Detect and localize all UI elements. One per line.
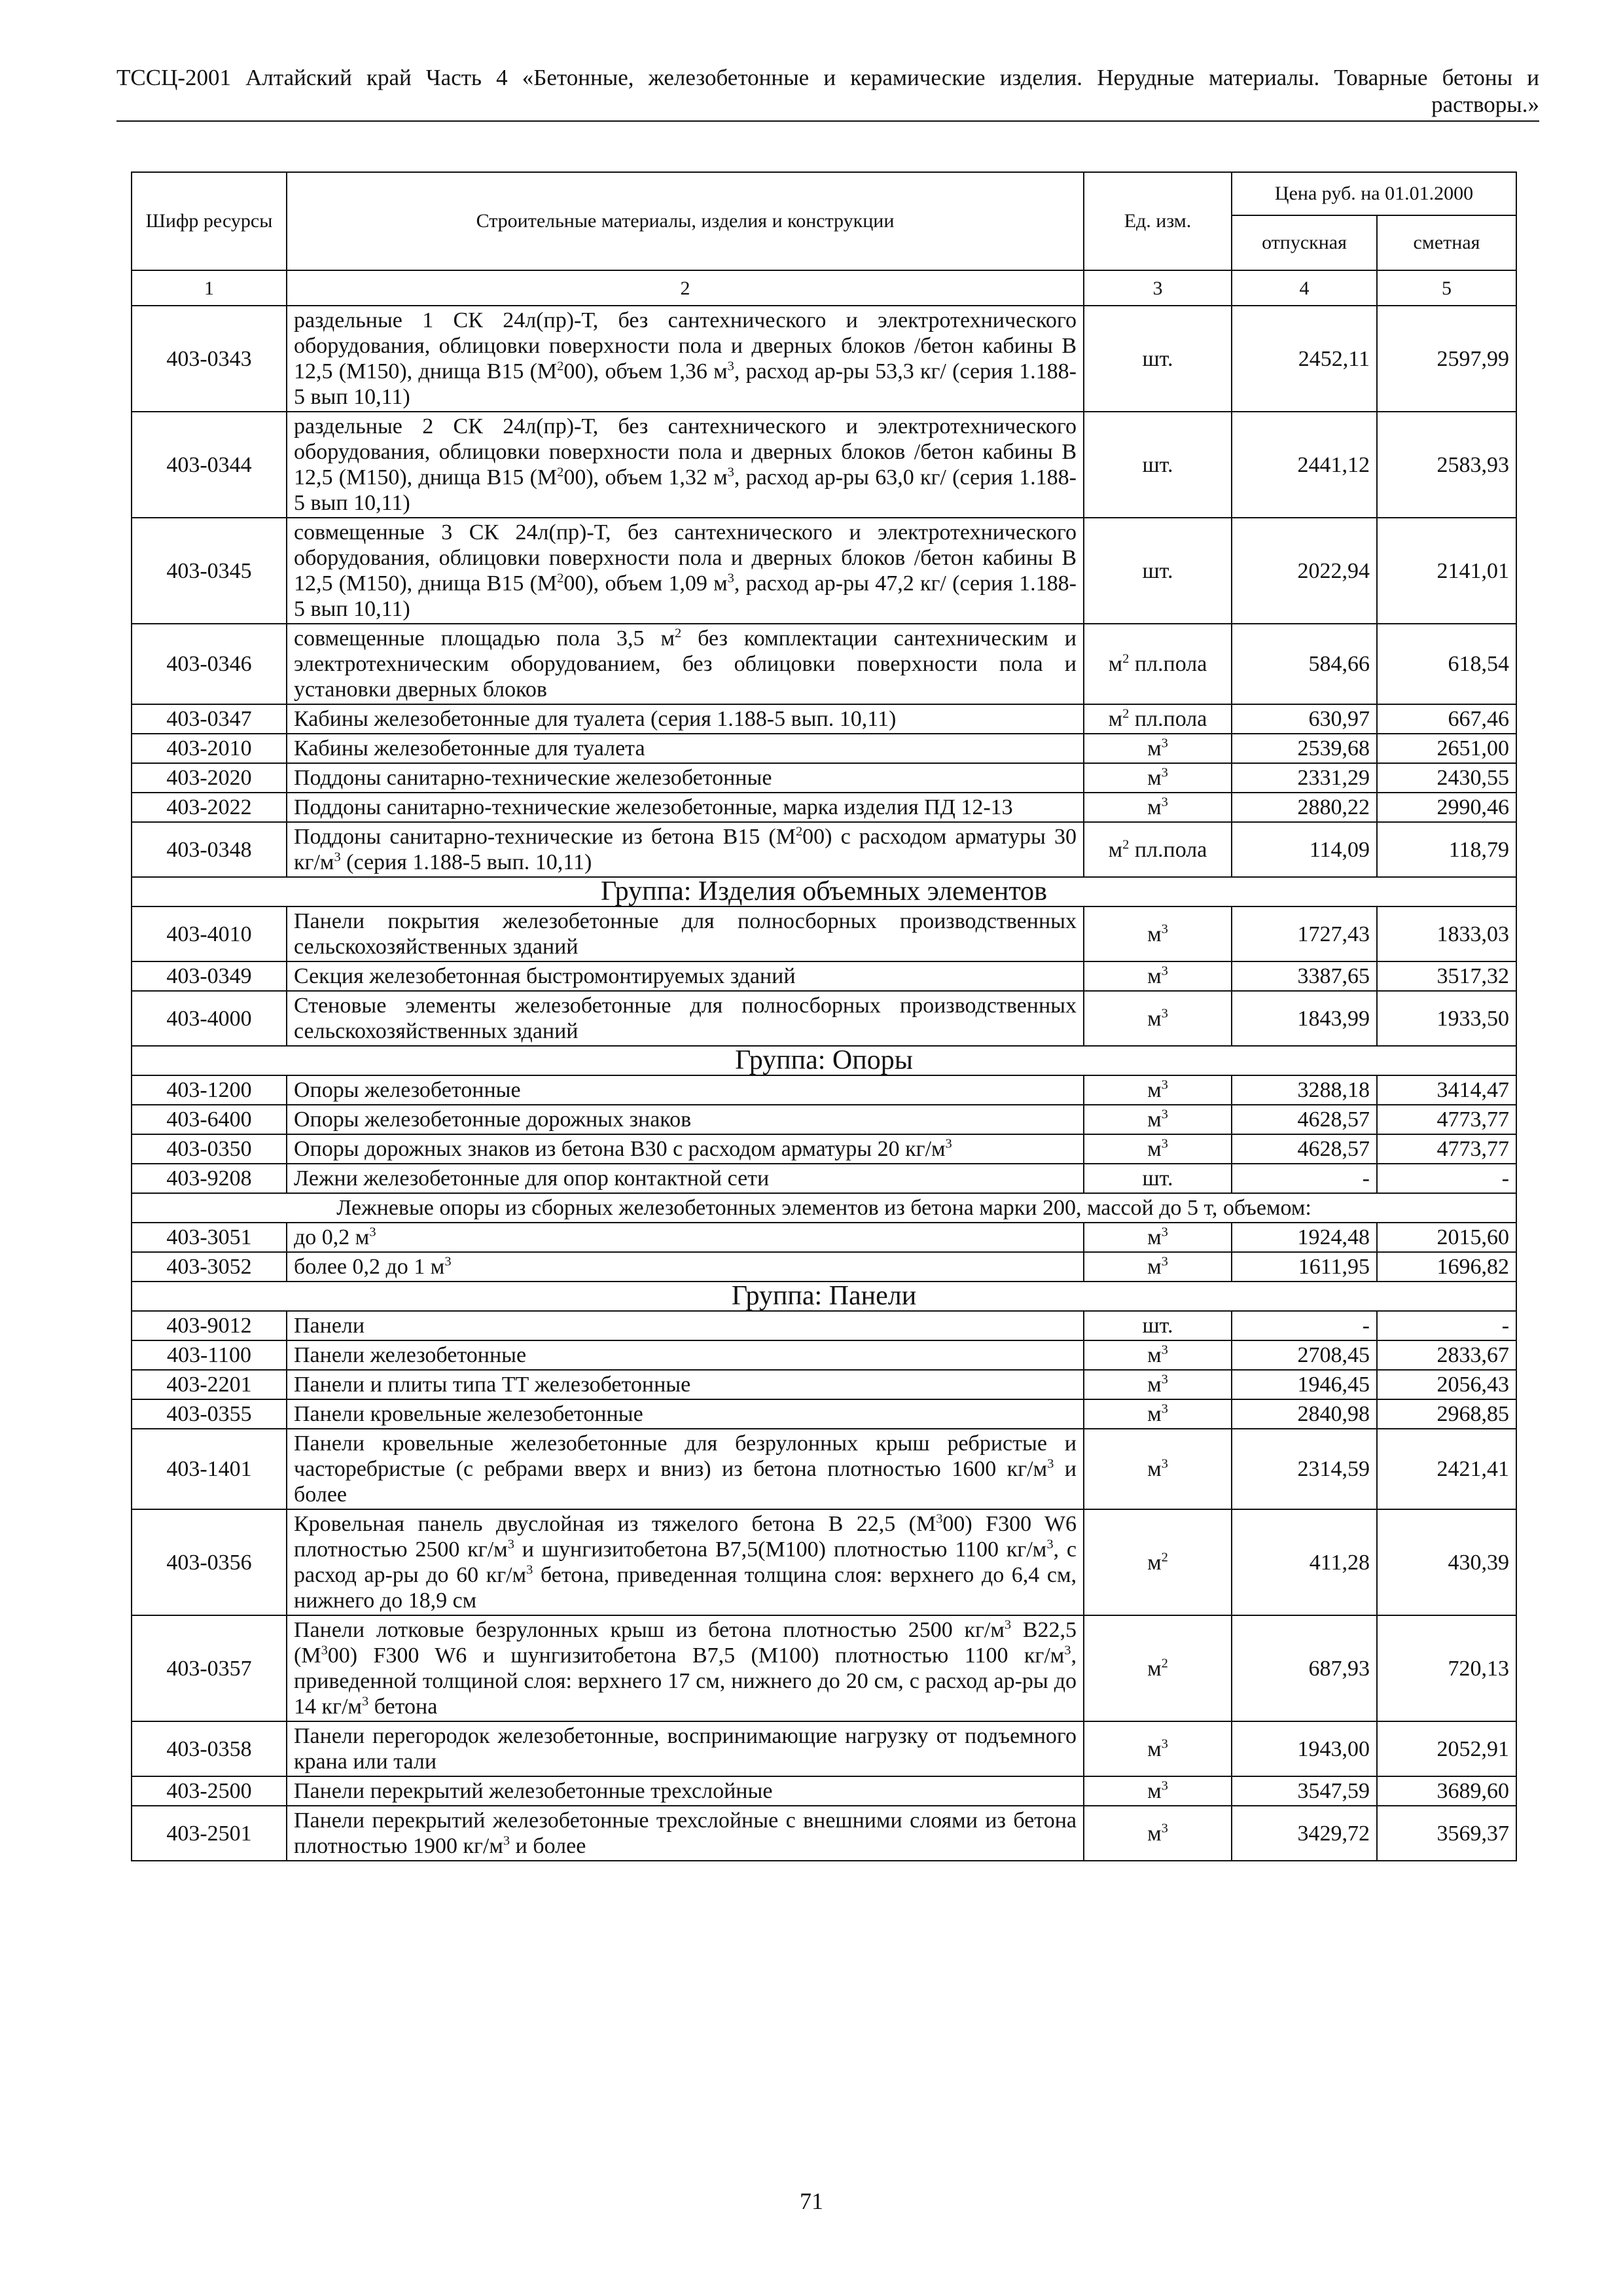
- release-price: 411,28: [1232, 1509, 1377, 1615]
- release-price: 1611,95: [1232, 1252, 1377, 1282]
- unit-of-measure: шт.: [1084, 1311, 1232, 1340]
- table-row: [132, 1340, 1516, 1370]
- column-number: 1: [132, 270, 287, 306]
- table-row: [132, 1311, 1516, 1340]
- estimate-price: 3517,32: [1377, 961, 1516, 991]
- release-price: 2331,29: [1232, 763, 1377, 793]
- resource-code: 403-9208: [132, 1164, 287, 1193]
- release-price: 4628,57: [1232, 1105, 1377, 1134]
- unit-of-measure: $м^2$ пл.пола: [1084, 704, 1232, 734]
- material-description: Поддоны санитарно-технические из бетона В15 $(М^200)$ с расходом арматуры 30 $кг/м^3$ (серия 1.188-5 вып. 10,11): [287, 822, 1084, 877]
- material-description: Панели перекрытий железобетонные трехслойные: [287, 1776, 1084, 1806]
- material-description: Поддоны санитарно-технические железобетонные, марка изделия ПД 12-13: [287, 793, 1084, 822]
- resource-code: 403-1100: [132, 1340, 287, 1370]
- estimate-price: 1833,03: [1377, 906, 1516, 961]
- unit-of-measure: $м^2$ пл.пола: [1084, 822, 1232, 877]
- page-number: 71: [800, 2188, 823, 2214]
- unit-of-measure: $м^3$: [1084, 1776, 1232, 1806]
- column-header-price: Цена руб. на 01.01.2000: [1232, 172, 1516, 215]
- unit-of-measure: $м^3$: [1084, 1399, 1232, 1429]
- resource-code: 403-0348: [132, 822, 287, 877]
- material-description: Опоры дорожных знаков из бетона В30 с расходом арматуры 20 $кг/м^3$: [287, 1134, 1084, 1164]
- estimate-price: -: [1377, 1164, 1516, 1193]
- estimate-price: 720,13: [1377, 1615, 1516, 1721]
- material-description: Кровельная панель двуслойная из тяжелого бетона В 22,5 $(М^300)$ F300 W6 плотностью 2500 $кг/м^3$ и шунгизитобетона В7,5(М100) плотностью 1100 $кг/м^3$, с расход ар-ры до 60 $кг/м^3$ бетона, приведенная толщина слоя: верхнего до 6,4 см, нижнего до 18,9 см: [287, 1509, 1084, 1615]
- resource-code: 403-0358: [132, 1721, 287, 1776]
- resource-code: 403-1401: [132, 1429, 287, 1509]
- table-row: [132, 1164, 1516, 1193]
- unit-of-measure: $м^3$: [1084, 793, 1232, 822]
- release-price: 4628,57: [1232, 1134, 1377, 1164]
- release-price: 630,97: [1232, 704, 1377, 734]
- subgroup-note: Лежневые опоры из сборных железобетонных элементов из бетона марки 200, массой до 5 т, объемом:: [132, 1193, 1516, 1223]
- resource-code: 403-0347: [132, 704, 287, 734]
- estimate-price: 1696,82: [1377, 1252, 1516, 1282]
- table-row: [132, 822, 1516, 877]
- estimate-price: 2421,41: [1377, 1429, 1516, 1509]
- unit-of-measure: шт.: [1084, 518, 1232, 624]
- table-row: [132, 1509, 1516, 1615]
- material-description: Панели перекрытий железобетонные трехслойные с внешними слоями из бетона плотностью 1900 $кг/м^3$ и более: [287, 1806, 1084, 1861]
- resource-code: 403-0350: [132, 1134, 287, 1164]
- estimate-price: 2015,60: [1377, 1223, 1516, 1252]
- table-row: [132, 1105, 1516, 1134]
- release-price: 687,93: [1232, 1615, 1377, 1721]
- material-description: Панели и плиты типа ТТ железобетонные: [287, 1370, 1084, 1399]
- material-description: Панели перегородок железобетонные, воспринимающие нагрузку от подъемного крана или тали: [287, 1721, 1084, 1776]
- estimate-price: 4773,77: [1377, 1105, 1516, 1134]
- column-number: 2: [287, 270, 1084, 306]
- release-price: 2441,12: [1232, 412, 1377, 518]
- estimate-price: 667,46: [1377, 704, 1516, 734]
- resource-code: 403-1200: [132, 1075, 287, 1105]
- release-price: 2452,11: [1232, 306, 1377, 412]
- unit-of-measure: $м^2$ пл.пола: [1084, 624, 1232, 704]
- estimate-price: 618,54: [1377, 624, 1516, 704]
- release-price: 1924,48: [1232, 1223, 1377, 1252]
- estimate-price: 2990,46: [1377, 793, 1516, 822]
- table-row: [132, 1223, 1516, 1252]
- material-description: Опоры железобетонные дорожных знаков: [287, 1105, 1084, 1134]
- release-price: 114,09: [1232, 822, 1377, 877]
- estimate-price: -: [1377, 1311, 1516, 1340]
- price-table: [131, 171, 1517, 1861]
- unit-of-measure: $м^3$: [1084, 1806, 1232, 1861]
- group-heading: Группа: Изделия объемных элементов: [132, 877, 1516, 906]
- table-row: [132, 793, 1516, 822]
- table-row: [132, 961, 1516, 991]
- table-row: [132, 704, 1516, 734]
- table-row: [132, 1370, 1516, 1399]
- estimate-price: 2968,85: [1377, 1399, 1516, 1429]
- unit-of-measure: $м^3$: [1084, 906, 1232, 961]
- column-header-unit: Ед. изм.: [1084, 172, 1232, 270]
- release-price: 3387,65: [1232, 961, 1377, 991]
- table-header: [132, 172, 1516, 306]
- table-row: [132, 763, 1516, 793]
- unit-of-measure: $м^3$: [1084, 991, 1232, 1046]
- release-price: -: [1232, 1164, 1377, 1193]
- resource-code: 403-3051: [132, 1223, 287, 1252]
- unit-of-measure: шт.: [1084, 306, 1232, 412]
- unit-of-measure: $м^3$: [1084, 1105, 1232, 1134]
- release-price: 2314,59: [1232, 1429, 1377, 1509]
- estimate-price: 2056,43: [1377, 1370, 1516, 1399]
- material-description: Панели кровельные железобетонные для безрулонных крыш ребристые и часторебристые (с ребрами вверх и вниз) из бетона плотностью 1600 $кг/м^3$ и более: [287, 1429, 1084, 1509]
- material-description: Лежни железобетонные для опор контактной сети: [287, 1164, 1084, 1193]
- release-price: 584,66: [1232, 624, 1377, 704]
- unit-of-measure: $м^3$: [1084, 1429, 1232, 1509]
- material-description: Панели железобетонные: [287, 1340, 1084, 1370]
- unit-of-measure: $м^3$: [1084, 961, 1232, 991]
- material-description: Кабины железобетонные для туалета: [287, 734, 1084, 763]
- table-row: [132, 991, 1516, 1046]
- table-row: [132, 1429, 1516, 1509]
- unit-of-measure: $м^3$: [1084, 1370, 1232, 1399]
- unit-of-measure: $м^2$: [1084, 1509, 1232, 1615]
- unit-of-measure: $м^3$: [1084, 1223, 1232, 1252]
- estimate-price: 2833,67: [1377, 1340, 1516, 1370]
- material-description: Поддоны санитарно-технические железобетонные: [287, 763, 1084, 793]
- resource-code: 403-2201: [132, 1370, 287, 1399]
- table-row: [132, 906, 1516, 961]
- resource-code: 403-0346: [132, 624, 287, 704]
- release-price: 1946,45: [1232, 1370, 1377, 1399]
- estimate-price: 3689,60: [1377, 1776, 1516, 1806]
- release-price: 3547,59: [1232, 1776, 1377, 1806]
- running-header-line-2: растворы.»: [1431, 92, 1539, 117]
- estimate-price: 430,39: [1377, 1509, 1516, 1615]
- resource-code: 403-9012: [132, 1311, 287, 1340]
- column-number: 5: [1377, 270, 1516, 306]
- estimate-price: 2141,01: [1377, 518, 1516, 624]
- estimate-price: 3569,37: [1377, 1806, 1516, 1861]
- material-description: до 0,2 $м^3$: [287, 1223, 1084, 1252]
- group-heading: Группа: Панели: [132, 1282, 1516, 1311]
- estimate-price: 2597,99: [1377, 306, 1516, 412]
- table-row: [132, 1399, 1516, 1429]
- material-description: Кабины железобетонные для туалета (серия 1.188-5 вып. 10,11): [287, 704, 1084, 734]
- unit-of-measure: $м^3$: [1084, 1721, 1232, 1776]
- resource-code: 403-2501: [132, 1806, 287, 1861]
- release-price: 2708,45: [1232, 1340, 1377, 1370]
- table-row: [132, 1134, 1516, 1164]
- estimate-price: 2052,91: [1377, 1721, 1516, 1776]
- estimate-price: 118,79: [1377, 822, 1516, 877]
- table-row: [132, 518, 1516, 624]
- material-description: раздельные 1 СК 24л(пр)-Т, без сантехнического и электротехнического оборудования, облицовки поверхности пола и дверных блоков /бетон кабины В 12,5 (М150), днища В15 $(М^200)$, объем 1,36 $м^3$, расход ар-ры 53,3 кг/ (серия 1.188-5 вып 10,11): [287, 306, 1084, 412]
- table-row: [132, 306, 1516, 412]
- table-row: [132, 1615, 1516, 1721]
- release-price: 3429,72: [1232, 1806, 1377, 1861]
- unit-of-measure: шт.: [1084, 412, 1232, 518]
- resource-code: 403-0343: [132, 306, 287, 412]
- table-row: [132, 1721, 1516, 1776]
- release-price: 1843,99: [1232, 991, 1377, 1046]
- estimate-price: 4773,77: [1377, 1134, 1516, 1164]
- release-price: 1943,00: [1232, 1721, 1377, 1776]
- column-header-code: Шифр ресурсы: [132, 172, 287, 270]
- table-row: [132, 1776, 1516, 1806]
- unit-of-measure: $м^3$: [1084, 734, 1232, 763]
- material-description: Стеновые элементы железобетонные для полносборных производственных сельскохозяйственных зданий: [287, 991, 1084, 1046]
- column-header-release-price: отпускная: [1232, 215, 1377, 270]
- unit-of-measure: $м^3$: [1084, 1340, 1232, 1370]
- estimate-price: 3414,47: [1377, 1075, 1516, 1105]
- unit-of-measure: $м^2$: [1084, 1615, 1232, 1721]
- release-price: 2022,94: [1232, 518, 1377, 624]
- material-description: Панели кровельные железобетонные: [287, 1399, 1084, 1429]
- column-number-row: [132, 270, 1516, 306]
- unit-of-measure: шт.: [1084, 1164, 1232, 1193]
- group-heading-row: [132, 1046, 1516, 1075]
- estimate-price: 2651,00: [1377, 734, 1516, 763]
- column-number: 4: [1232, 270, 1377, 306]
- column-header-description: Строительные материалы, изделия и конструкции: [287, 172, 1084, 270]
- material-description: более 0,2 до 1 $м^3$: [287, 1252, 1084, 1282]
- resource-code: 403-4010: [132, 906, 287, 961]
- column-header-estimate-price: сметная: [1377, 215, 1516, 270]
- release-price: 2880,22: [1232, 793, 1377, 822]
- material-description: Опоры железобетонные: [287, 1075, 1084, 1105]
- release-price: 1727,43: [1232, 906, 1377, 961]
- material-description: совмещенные 3 СК 24л(пр)-Т, без сантехнического и электротехнического оборудования, облицовки поверхности пола и дверных блоков /бетон кабины В 12,5 (М150), днища В15 $(М^200)$, объем 1,09 $м^3$, расход ар-ры 47,2 кг/ (серия 1.188-5 вып 10,11): [287, 518, 1084, 624]
- material-description: Секция железобетонная быстромонтируемых зданий: [287, 961, 1084, 991]
- material-description: Панели лотковые безрулонных крыш из бетона плотностью 2500 $кг/м^3$ В22,5 $(М^300)$ F300 W6 и шунгизитобетона В7,5 (М100) плотностью 1100 $кг/м^3$, приведенной толщиной слоя: верхнего 17 см, нижнего до 20 см, с расход ар-ры до 14 $кг/м^3$ бетона: [287, 1615, 1084, 1721]
- header-divider: [116, 120, 1539, 122]
- resource-code: 403-4000: [132, 991, 287, 1046]
- unit-of-measure: $м^3$: [1084, 1252, 1232, 1282]
- column-number: 3: [1084, 270, 1232, 306]
- group-heading-row: [132, 877, 1516, 906]
- unit-of-measure: $м^3$: [1084, 1134, 1232, 1164]
- resource-code: 403-2010: [132, 734, 287, 763]
- table-row: [132, 624, 1516, 704]
- release-price: 3288,18: [1232, 1075, 1377, 1105]
- resource-code: 403-0357: [132, 1615, 287, 1721]
- resource-code: 403-6400: [132, 1105, 287, 1134]
- group-heading: Группа: Опоры: [132, 1046, 1516, 1075]
- table-row: [132, 1252, 1516, 1282]
- resource-code: 403-3052: [132, 1252, 287, 1282]
- resource-code: 403-2020: [132, 763, 287, 793]
- table-body: [132, 306, 1516, 1861]
- resource-code: 403-2500: [132, 1776, 287, 1806]
- resource-code: 403-0349: [132, 961, 287, 991]
- unit-of-measure: $м^3$: [1084, 763, 1232, 793]
- resource-code: 403-0355: [132, 1399, 287, 1429]
- resource-code: 403-0344: [132, 412, 287, 518]
- group-heading-row: [132, 1282, 1516, 1311]
- unit-of-measure: $м^3$: [1084, 1075, 1232, 1105]
- release-price: 2840,98: [1232, 1399, 1377, 1429]
- release-price: 2539,68: [1232, 734, 1377, 763]
- resource-code: 403-0356: [132, 1509, 287, 1615]
- table-row: [132, 412, 1516, 518]
- release-price: -: [1232, 1311, 1377, 1340]
- estimate-price: 2430,55: [1377, 763, 1516, 793]
- note-row: [132, 1193, 1516, 1223]
- material-description: совмещенные площадью пола 3,5 $м^2$ без комплектации сантехническим и электротехническим оборудованием, без облицовки поверхности пола и установки дверных блоков: [287, 624, 1084, 704]
- resource-code: 403-2022: [132, 793, 287, 822]
- estimate-price: 1933,50: [1377, 991, 1516, 1046]
- resource-code: 403-0345: [132, 518, 287, 624]
- material-description: Панели: [287, 1311, 1084, 1340]
- table-row: [132, 1075, 1516, 1105]
- material-description: Панели покрытия железобетонные для полносборных производственных сельскохозяйственных зданий: [287, 906, 1084, 961]
- material-description: раздельные 2 СК 24л(пр)-Т, без сантехнического и электротехнического оборудования, облицовки поверхности пола и дверных блоков /бетон кабины В 12,5 (М150), днища В15 $(М^200)$, объем 1,32 $м^3$, расход ар-ры 63,0 кг/ (серия 1.188-5 вып 10,11): [287, 412, 1084, 518]
- estimate-price: 2583,93: [1377, 412, 1516, 518]
- running-header-line-1: ТССЦ-2001 Алтайский край Часть 4 «Бетонные, железобетонные и керамические изделия. Нерудные материалы. Товарные бетоны и: [116, 65, 1539, 90]
- table-row: [132, 1806, 1516, 1861]
- running-header: [116, 64, 1539, 118]
- table-row: [132, 734, 1516, 763]
